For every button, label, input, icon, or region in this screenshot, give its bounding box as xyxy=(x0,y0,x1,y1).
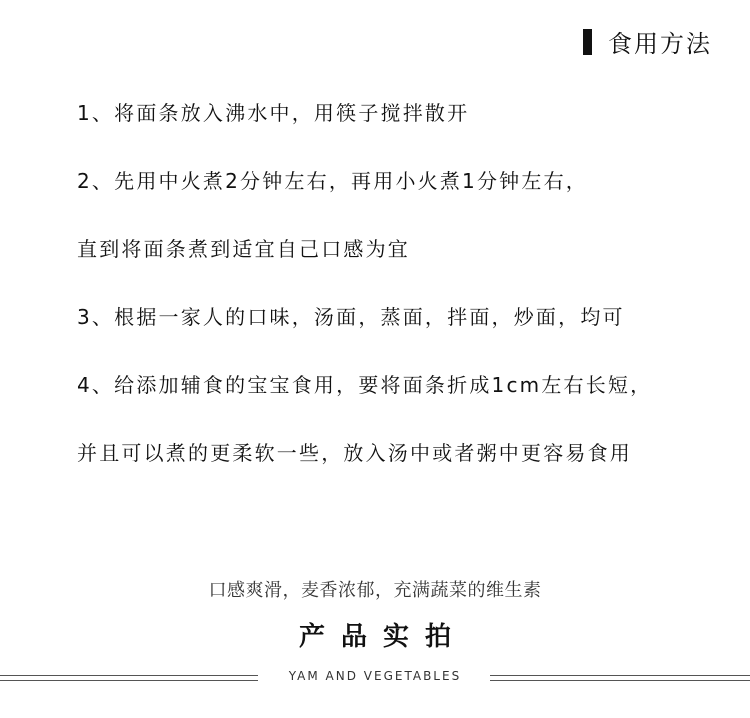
instructions-list xyxy=(77,96,737,504)
footer-text: YAM AND VEGETABLES xyxy=(288,669,462,683)
instruction-line-6: 并且可以煮的更柔软一些，放入汤中或者粥中更容易食用 xyxy=(77,441,632,465)
product-tagline: 口感爽滑，麦香浓郁，充满蔬菜的维生素 xyxy=(208,580,542,601)
instruction-line-1: 1、将面条放入沸水中，用筷子搅拌散开 xyxy=(77,101,470,125)
instruction-line-3: 直到将面条煮到适宜自己口感为宜 xyxy=(77,237,410,261)
footer-rule-right xyxy=(490,675,750,681)
header-bar-marker xyxy=(583,29,592,55)
instruction-line-5: 4、给添加辅食的宝宝食用，要将面条折成1cm左右长短， xyxy=(77,373,653,397)
header-title: 食用方法 xyxy=(608,30,712,58)
footer-banner xyxy=(0,668,750,688)
instruction-line-2: 2、先用中火煮2分钟左右，再用小火煮1分钟左右， xyxy=(77,169,588,193)
section-title: 产品实拍 xyxy=(298,622,467,652)
instruction-line-4: 3、根据一家人的口味，汤面，蒸面，拌面，炒面，均可 xyxy=(77,305,625,329)
section-header xyxy=(583,24,712,59)
